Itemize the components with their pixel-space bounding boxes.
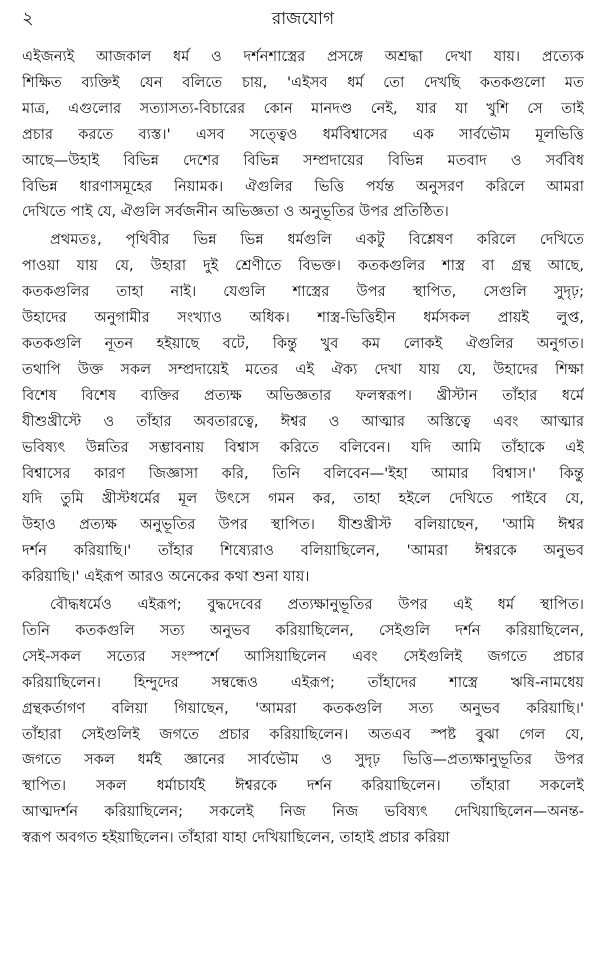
text-line: যীশুখ্রীস্টে ও তাঁহার অবতারত্বে, ঈশ্বর ও আত্মার অস্তিত্বে এবং আত্মার [22,412,584,430]
text-line: এইজন্যই আজকাল ধর্ম ও দর্শনশাস্ত্রের প্রসঙ্গে অশ্রদ্ধা দেখা যায়। প্রত্যেক [22,48,584,65]
text-line: ভবিষ্যৎ উন্নতির সম্ভাবনায় বিশ্বাস করিতে বলিবেন। যদি আমি তাঁহাকে এই [22,438,584,456]
page-header [22,0,584,44]
text-line: মাত্র, এগুলোর সত্যাসত্য-বিচারের কোন মানদণ্ড নেই, যার যা খুশি সে তাই [22,99,584,117]
text-line: উহাদের অনুগামীর সংখ্যাও অধিক। শাস্ত্র-ভিত্তিহীন ধর্মসকল প্রায়ই লুপ্ত, [22,309,584,327]
text-line: তিনি কতকগুলি সত্য অনুভব করিয়াছিলেন, সেইগুলি দর্শন করিয়াছিলেন, [22,621,584,639]
text-line: সেই-সকল সত্যের সংস্পর্শে আসিয়াছিলেন এবং সেইগুলিই জগতে প্রচার [22,647,584,665]
text-line: পাওয়া যায় যে, উহারা দুই শ্রেণীতে বিভক্ত। কতকগুলির শাস্ত্র বা গ্রন্থ আছে, [22,257,584,275]
body-text [22,44,584,853]
text-line: বিশেষ বিশেষ ব্যক্তির প্রত্যক্ষ অভিজ্ঞতার ফলস্বরূপ। খ্রীস্টান তাঁহার ধর্মে [22,386,584,404]
text-line: আত্মদর্শন করিয়াছিলেন; সকলেই নিজ নিজ ভবিষ্যৎ দেখিয়াছিলেন—অনন্ত- [22,803,584,821]
text-line: শিক্ষিত ব্যক্তিই যেন বলিতে চায়, 'এইসব ধর্ম তো দেখছি কতকগুলো মত [22,73,584,91]
paragraph [22,227,584,590]
text-line: করিয়াছি।' এইরূপ আরও অনেকের কথা শুনা যায়। [22,568,310,586]
text-line: স্বরূপ অবগত হইয়াছিলেন। তাঁহারা যাহা দেখিয়াছিলেন, তাহাই প্রচার করিয়া [22,829,450,847]
text-line: বিভিন্ন ধারণাসমূহের নিয়ামক। ঐগুলির ভিত্তি পর্যন্ত অনুসরণ করিলে আমরা [22,177,584,195]
text-line: আছে—উহাই বিভিন্ন দেশের বিভিন্ন সম্প্রদায়ের বিভিন্ন মতবাদ ও সর্ববিধ [22,151,584,169]
text-line: উহাও প্রত্যক্ষ অনুভূতির উপর স্থাপিত। যীশুখ্রীস্ট বলিয়াছেন, 'আমি ঈশ্বর [22,516,584,534]
text-line: দেখিতে পাই যে, ঐগুলি সর্বজনীন অভিজ্ঞতা ও অনুভূতির উপর প্রতিষ্ঠিত। [22,203,449,221]
text-line: কতকগুলির তাহা নাই। যেগুলি শাস্ত্রের উপর স্থাপিত, সেগুলি সুদৃঢ়; [22,283,584,301]
book-page [22,0,584,977]
text-line: প্রচার করতে ব্যস্ত।' এসব সত্ত্বেও ধর্মবিশ্বাসের এক সার্বভৌম মূলভিত্তি [22,125,584,143]
text-line: গ্রন্থকর্তাগণ বলিয়া গিয়াছেন, 'আমরা কতকগুলি সত্য অনুভব করিয়াছি।' [22,699,584,717]
text-line: তাঁহারা সেইগুলিই জগতে প্রচার করিয়াছিলেন। অতএব স্পষ্ট বুঝা গেল যে, [22,725,584,743]
text-line: দর্শন করিয়াছি।' তাঁহার শিষ্যেরাও বলিয়াছিলেন, 'আমরা ঈশ্বরকে অনুভব [22,542,584,560]
text-line: স্থাপিত। সকল ধর্মাচার্যই ঈশ্বরকে দর্শন করিয়াছিলেন। তাঁহারা সকলেই [22,777,584,795]
text-line: প্রথমতঃ, পৃথিবীর ভিন্ন ভিন্ন ধর্মগুলি একটু বিশ্লেষণ করিলে দেখিতে [50,231,584,249]
text-line: জগতে সকল ধর্মই জ্ঞানের সার্বভৌম ও সুদৃঢ় ভিত্তি—প্রত্যক্ষানুভূতির উপর [22,751,584,769]
paragraph [22,44,584,225]
running-title: রাজযোগ [271,9,335,29]
text-line: বিশ্বাসের কারণ জিজ্ঞাসা করি, তিনি বলিবেন—'ইহা আমার বিশ্বাস।' কিন্তু [22,464,584,482]
text-line: তথাপি উক্ত সকল সম্প্রদায়েই মতের এই ঐক্য দেখা যায় যে, উহাদের শিক্ষা [22,360,584,378]
paragraph [22,592,584,851]
text-line: কতকগুলি নূতন হইয়াছে বটে, কিন্তু খুব কম লোকই ঐগুলির অনুগত। [22,334,584,352]
page-number: ২ [22,8,34,29]
text-line: যদি তুমি খ্রীস্টধর্মের মূল উৎসে গমন কর, তাহা হইলে দেখিতে পাইবে যে, [22,490,584,508]
text-line: বৌদ্ধধর্মেও এইরূপ; বুদ্ধদেবের প্রত্যক্ষানুভূতির উপর এই ধর্ম স্থাপিত। [50,596,584,614]
text-line: করিয়াছিলেন। হিন্দুদের সম্বন্ধেও এইরূপ; তাঁহাদের শাস্ত্রে ঋষি-নামধেয় [22,673,584,691]
